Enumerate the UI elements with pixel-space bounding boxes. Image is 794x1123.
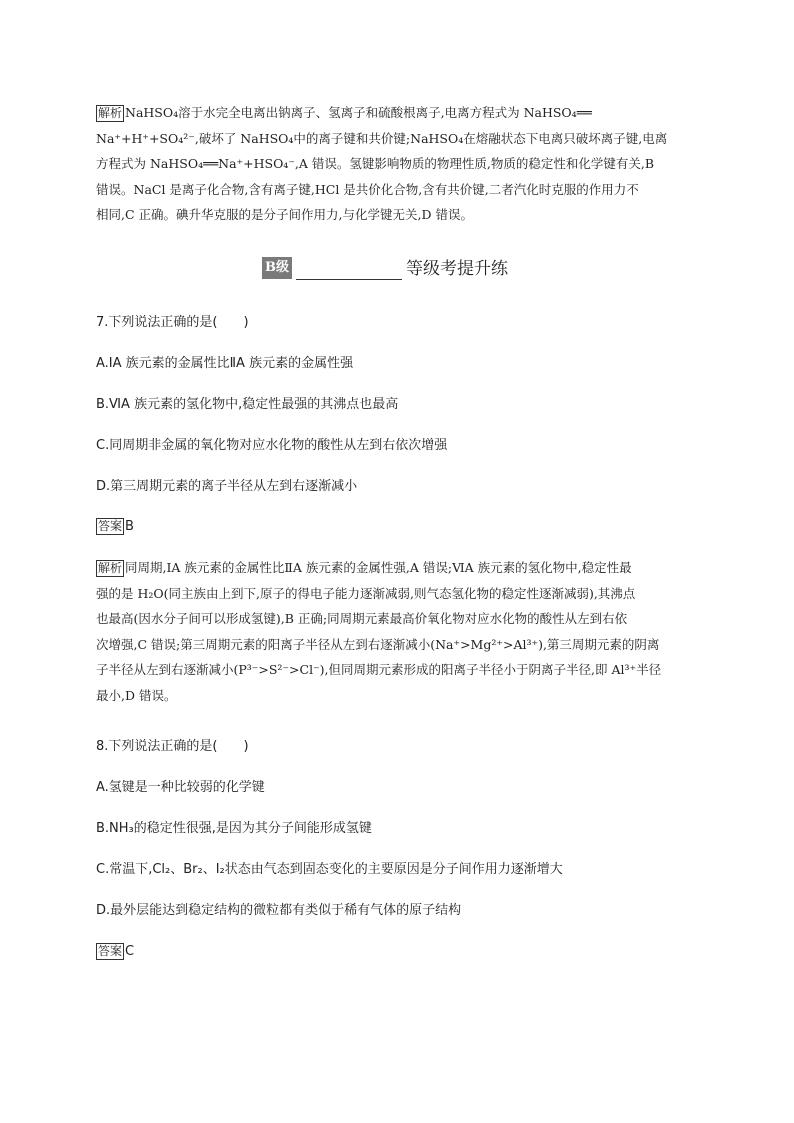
analysis-1-line-4: 错误。NaCl 是离子化合物,含有离子键,HCl 是共价化合物,含有共价键,二者汽化时克服的作用力不 [96,181,639,197]
answer-tag: 答案 [98,519,123,533]
q8-option-c: C.常温下,Cl₂、Br₂、I₂状态由气态到固态变化的主要原因是分子间作用力逐渐增大 [96,862,563,877]
analysis-1-line-5: 相同,C 正确。碘升华克服的是分子间作用力,与化学键无关,D 错误。 [96,207,473,222]
analysis-2-line-4: 次增强,C 错误;第三周期元素的阳离子半径从左到右逐渐减小(Na⁺>Mg²⁺>Al³⁺),第三周期元素的阴离 [96,636,660,652]
q7-option-b: B.ⅥA 族元素的氢化物中,稳定性最强的其沸点也最高 [96,397,399,412]
q8-option-b: B.NH₃的稳定性很强,是因为其分子间能形成氢键 [96,821,372,836]
section-title: 等级考提升练 [406,259,508,279]
analysis-1-line-2: Na⁺+H⁺+SO₄²⁻,破坏了 NaHSO₄中的离子键和共价键;NaHSO₄在熔融状态下电离只破坏离子键,电离 [96,130,668,146]
q7-answer [96,518,134,536]
analysis-2-line-1: 同周期,ⅠA 族元素的金属性比ⅡA 族元素的金属性强,A 错误;ⅥA 族元素的氢化物中,稳定性最 [125,560,632,575]
q8-stem: 8.下列说法正确的是( ) [96,739,249,754]
q7-answer-value: B [125,519,134,534]
analysis-tag: 解析 [98,106,123,120]
analysis-1 [96,100,706,228]
answer-tag: 答案 [98,944,123,958]
header-underline [296,257,402,280]
analysis-2 [96,555,706,708]
analysis-1-line-3: 方程式为 NaHSO₄══Na⁺+HSO₄⁻,A 错误。氢键影响物质的物理性质,物质的稳定性和化学键有关,B [96,156,655,171]
analysis-2-line-6: 最小,D 错误。 [96,687,177,703]
analysis-1-line-1: NaHSO₄溶于水完全电离出钠离子、氢离子和硫酸根离子,电离方程式为 NaHSO₄══ [125,105,592,120]
q7-option-c: C.同周期非金属的氧化物对应水化物的酸性从左到右依次增强 [96,438,448,453]
q8-answer [96,943,134,961]
analysis-tag: 解析 [98,561,123,575]
q7-option-d: D.第三周期元素的离子半径从左到右逐渐减小 [96,479,358,494]
q8-option-a: A.氢键是一种比较弱的化学键 [96,780,265,795]
q7-stem: 7.下列说法正确的是( ) [96,315,249,330]
q8-answer-value: C [125,944,135,959]
q7-option-a: A.ⅠA 族元素的金属性比ⅡA 族元素的金属性强 [96,356,354,371]
level-badge: B级 [262,257,292,279]
analysis-2-line-3: 也最高(因水分子间可以形成氢键),B 正确;同周期元素最高价氧化物对应水化物的酸性从左到右依 [96,611,628,626]
analysis-2-line-2: 强的是 H₂O(同主族由上到下,原子的得电子能力逐渐减弱,则气态氢化物的稳定性逐渐减弱),其沸点 [96,585,636,601]
q8-option-d: D.最外层能达到稳定结构的微粒都有类似于稀有气体的原子结构 [96,903,462,918]
section-header [262,255,562,285]
analysis-2-line-5: 子半径从左到右逐渐减小(P³⁻>S²⁻>Cl⁻),但同周期元素形成的阳离子半径小于阴离子半径,即 Al³⁺半径 [96,662,662,677]
